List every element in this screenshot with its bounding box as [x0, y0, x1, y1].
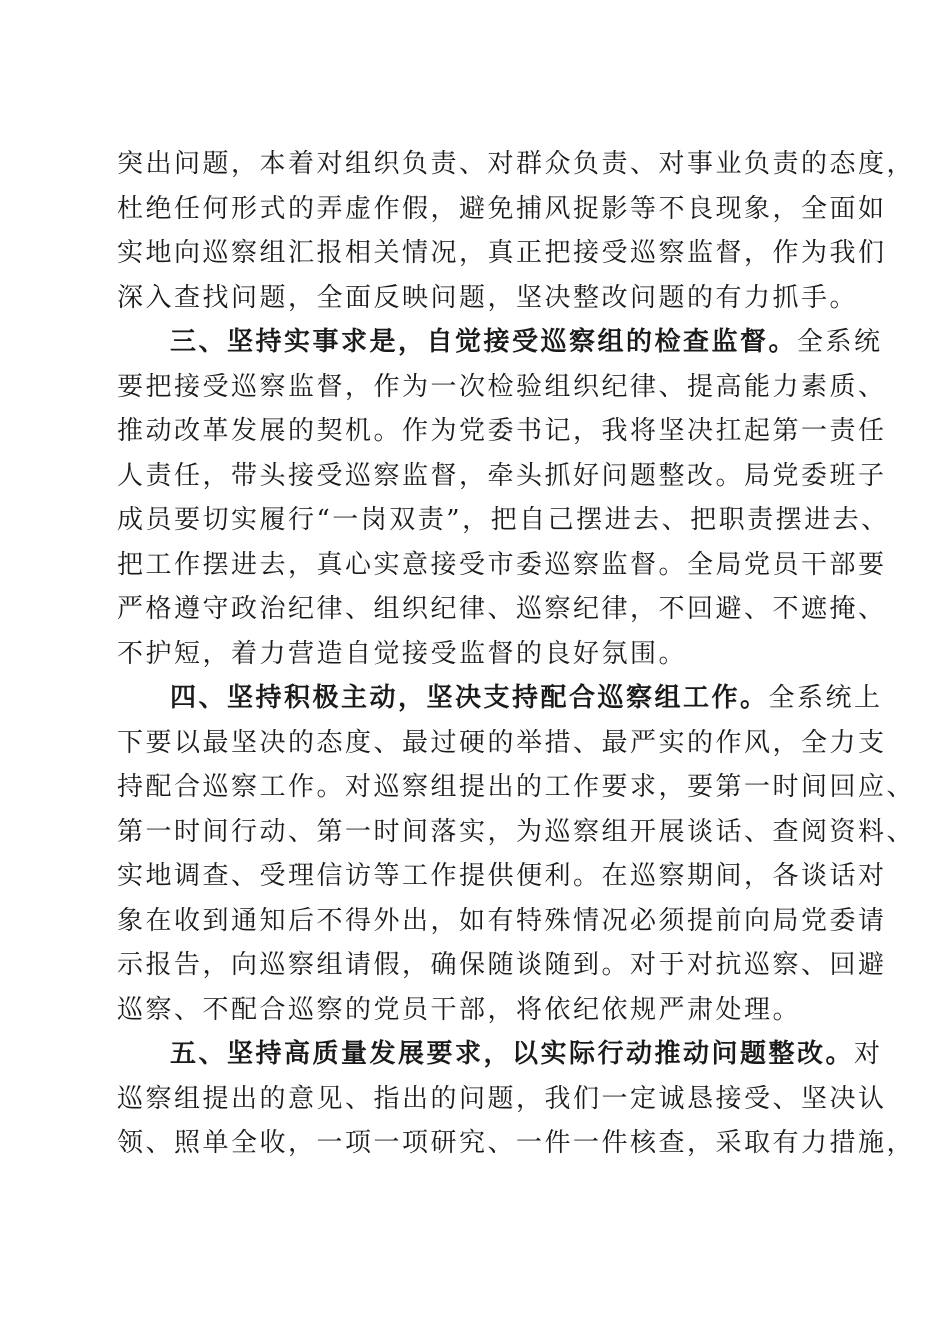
text-line: 象在收到通知后不得外出，如有特殊情况必须提前向局党委请 — [117, 905, 887, 936]
heading-continuation: 全系统上 — [768, 683, 883, 713]
text-line: 下要以最坚决的态度、最过硬的举措、最严实的作风，全力支 — [117, 727, 887, 758]
paragraph-first-line — [117, 676, 883, 721]
heading-continuation: 全系统 — [797, 327, 883, 357]
section-heading: 五、坚持高质量发展要求，以实际行动推动问题整改。 — [170, 1039, 855, 1069]
paragraph-first-line — [117, 320, 883, 365]
section-heading: 四、坚持积极主动，坚决支持配合巡察组工作。 — [170, 683, 769, 713]
paragraph-2 — [117, 320, 890, 676]
text-line: 第一时间行动、第一时间落实，为巡察组开展谈话、查阅资料、 — [117, 816, 916, 847]
text-line: 领、照单全收，一项一项研究、一件一件核查，采取有力措施， — [117, 1128, 916, 1158]
paragraph-1 — [117, 142, 916, 320]
heading-continuation: 对 — [854, 1039, 883, 1069]
document-page — [117, 142, 916, 1166]
text-line: 巡察、不配合巡察的党员干部，将依纪依规严肃处理。 — [117, 994, 802, 1025]
text-line: 推动改革发展的契机。作为党委书记，我将坚决扛起第一责任 — [117, 416, 887, 446]
text-line: 成员要切实履行“一岗双责”，把自己摆进去、把职责摆进去、 — [117, 505, 890, 535]
text-line: 巡察组提出的意见、指出的问题，我们一定诚恳接受、坚决认 — [117, 1083, 887, 1114]
text-line: 示报告，向巡察组请假，确保随谈随到。对于对抗巡察、回避 — [117, 950, 887, 980]
text-line: 杜绝任何形式的弄虚作假，避免捕风捉影等不良现象，全面如 — [117, 193, 887, 224]
text-line: 实地调查、受理信访等工作提供便利。在巡察期间，各谈话对 — [117, 861, 887, 891]
text-line: 持配合巡察工作。对巡察组提出的工作要求，要第一时间回应、 — [117, 772, 916, 802]
text-line: 要把接受巡察监督，作为一次检验组织纪律、提高能力素质、 — [117, 371, 887, 402]
text-line: 突出问题，本着对组织负责、对群众负责、对事业负责的态度， — [117, 149, 916, 179]
paragraph-3 — [117, 676, 916, 1032]
paragraph-4 — [117, 1032, 916, 1166]
text-line: 实地向巡察组汇报相关情况，真正把接受巡察监督，作为我们 — [117, 238, 887, 268]
text-line: 不护短，着力营造自觉接受监督的良好氛围。 — [117, 638, 688, 669]
text-line: 把工作摆进去，真心实意接受市委巡察监督。全局党员干部要 — [117, 549, 887, 580]
paragraph-first-line — [117, 1032, 883, 1077]
text-line: 严格遵守政治纪律、组织纪律、巡察纪律，不回避、不遮掩、 — [117, 594, 887, 624]
text-line: 深入查找问题，全面反映问题，坚决整改问题的有力抓手。 — [117, 282, 859, 313]
section-heading: 三、坚持实事求是，自觉接受巡察组的检查监督。 — [170, 327, 798, 357]
text-line: 人责任，带头接受巡察监督，牵头抓好问题整改。局党委班子 — [117, 460, 887, 491]
